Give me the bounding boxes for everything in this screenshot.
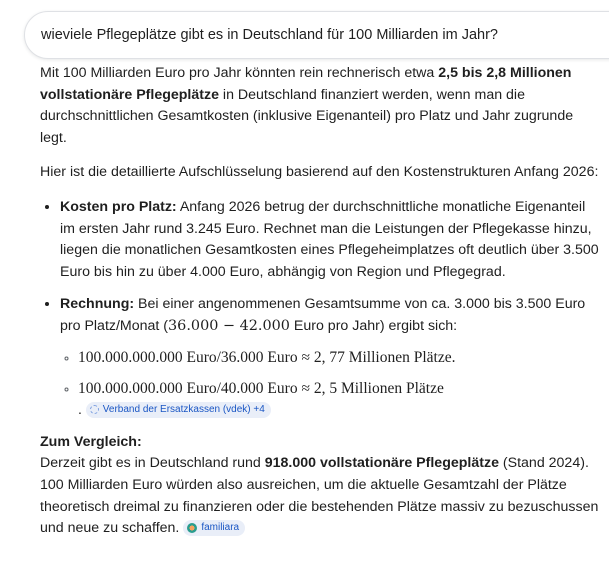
comparison-heading: [40, 432, 600, 454]
comparison-pre: Derzeit gibt es in Deutschland rund: [40, 455, 265, 472]
equation: 100.000.000.000 Euro/36.000 Euro ≈ 2, 77 Millionen Plätze.: [78, 348, 456, 366]
source-chip-label: familiara: [201, 522, 240, 534]
search-query-text: wieviele Pflegeplätze gibt es in Deutschland für 100 Milliarden im Jahr?: [41, 27, 498, 43]
search-query-box[interactable]: [24, 11, 609, 59]
intro-highlight: 2,5 bis 2,8 Millionen vollstationäre Pflegeplätze: [40, 65, 572, 103]
comparison-highlight: 918.000 vollstationäre Pflegeplätze: [264, 455, 499, 472]
bullet-text-end: Euro pro Jahr) ergibt sich:: [289, 317, 458, 334]
equation-item: [78, 377, 600, 418]
comparison-text: [40, 453, 600, 539]
math-range: 36.000 − 42.000: [168, 317, 290, 334]
answer-intro: [40, 63, 600, 149]
loading-circle-icon: [90, 405, 99, 414]
source-chip-familiara[interactable]: [183, 520, 245, 536]
comparison-heading-text: Zum Vergleich:: [40, 433, 142, 450]
breakdown-intro: Hier ist die detaillierte Aufschlüsselung basierend auf den Kostenstrukturen Anfang 2026:: [40, 164, 599, 181]
equation: 100.000.000.000 Euro/40.000 Euro ≈ 2, 5 Millionen Plätze: [78, 379, 444, 397]
equation-list: [60, 346, 600, 418]
list-item-rechnung: [60, 294, 600, 417]
equation-item: [78, 346, 600, 369]
bullet-text: Anfang 2026 betrug der durchschnittliche monatliche Eigenanteil im ersten Jahr rund 3.245 Euro. Rechnet man die Leistungen der Pflegekasse hinzu, liegen die monatlichen Gesamtkosten eines Pflegeheimplatzes oft deutlich über 3.500 Euro bis hin zu über 4.000 Euro, abhängig von Region und Pflegegrad.: [60, 198, 599, 280]
source-chip-label: Verband der Ersatzkassen (vdek) +4: [102, 403, 265, 415]
bullet-label: Rechnung:: [60, 296, 135, 313]
source-chip-vdek[interactable]: [86, 402, 271, 418]
familiara-logo-icon: [187, 523, 197, 533]
comparison-section: [40, 432, 600, 540]
bullet-text: Bei einer angenommenen Gesamtsumme von ca. 3.000 bis 3.500 Euro pro Platz/Monat (: [60, 296, 586, 334]
ai-answer: [40, 63, 600, 540]
intro-text: Mit 100 Milliarden Euro pro Jahr könnten rein rechnerisch etwa: [40, 65, 439, 81]
intro-text-end: in Deutschland finanziert werden, wenn man die durchschnittlichen Gesamtkosten (inklusive Eigenanteil) pro Platz und Jahr zugrunde legt.: [40, 86, 574, 146]
source-line: . Verband der Ersatzkassen (vdek) +4: [56, 400, 600, 418]
comparison-post: (Stand 2024). 100 Milliarden Euro würden also ausreichen, um die aktuelle Gesamtzahl der Plätze theoretisch dreimal zu finanzieren oder die bestehenden Plätze massiv zu bezuschussen und neue zu schaffen.: [40, 455, 599, 537]
list-item-kosten: [60, 197, 600, 283]
bullet-label: Kosten pro Platz:: [60, 198, 177, 215]
breakdown-list: [40, 197, 600, 418]
